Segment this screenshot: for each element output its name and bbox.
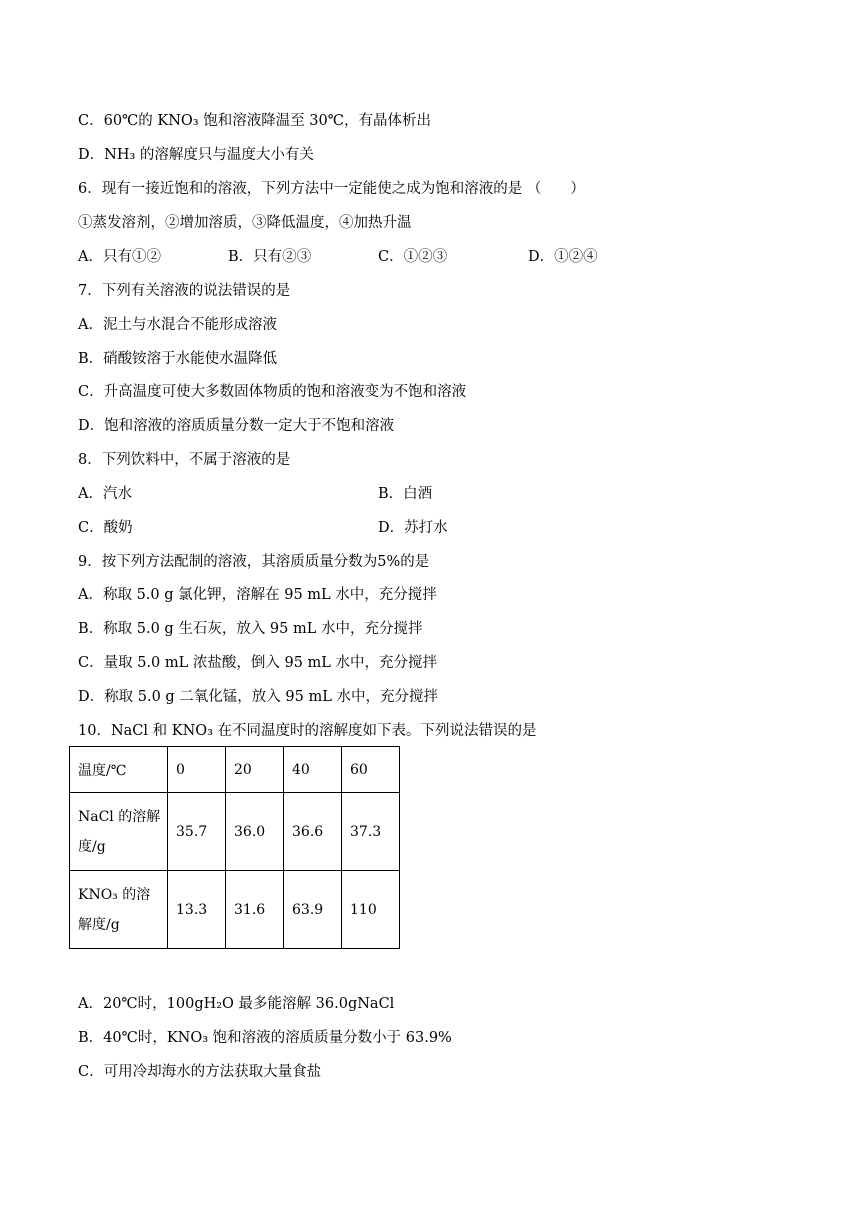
q9-option-c: C．量取 5.0 mL 浓盐酸，倒入 95 mL 水中，充分搅拌 (78, 655, 438, 671)
q8-option-a: A．汽水 (78, 486, 132, 502)
q7-stem: 7．下列有关溶液的说法错误的是 (78, 283, 291, 299)
q6-option-d: D．①②④ (528, 249, 598, 265)
q8-option-b: B．白酒 (378, 486, 433, 502)
q5-option-d: D．NH₃ 的溶解度只与温度大小有关 (78, 147, 314, 163)
q9-option-d: D．称取 5.0 g 二氧化锰，放入 95 mL 水中，充分搅拌 (78, 689, 438, 705)
table-cell: 37.3 (342, 793, 400, 871)
q5-option-c: C．60℃的 KNO₃ 饱和溶液降温至 30℃，有晶体析出 (78, 113, 431, 129)
table-cell: 110 (342, 871, 400, 949)
q8-option-d: D．苏打水 (378, 520, 448, 536)
table-row-label: KNO₃ 的溶 解度/g (70, 871, 168, 949)
q6-stem: 6．现有一接近饱和的溶液，下列方法中一定能使之成为饱和溶液的是 （ ） (78, 181, 585, 197)
q9-option-b: B．称取 5.0 g 生石灰，放入 95 mL 水中，充分搅拌 (78, 621, 423, 637)
q10-option-c: C．可用冷却海水的方法获取大量食盐 (78, 1064, 322, 1080)
table-row (70, 871, 400, 949)
table-cell: 20 (226, 747, 284, 793)
table-cell: 36.6 (284, 793, 342, 871)
q6-methods: ①蒸发溶剂，②增加溶质，③降低温度，④加热升温 (78, 215, 412, 231)
table-row (70, 793, 400, 871)
q6-option-c: C．①②③ (378, 249, 448, 265)
table-cell: 35.7 (168, 793, 226, 871)
table-row-label: NaCl 的溶解 度/g (70, 793, 168, 871)
q9-stem: 9．按下列方法配制的溶液，其溶质质量分数为5%的是 (78, 554, 430, 570)
q10-option-b: B．40℃时，KNO₃ 饱和溶液的溶质质量分数小于 63.9% (78, 1030, 452, 1046)
table-cell: 13.3 (168, 871, 226, 949)
table-cell: 63.9 (284, 871, 342, 949)
q7-option-d: D．饱和溶液的溶质质量分数一定大于不饱和溶液 (78, 418, 395, 434)
q10-option-a: A．20℃时，100gH₂O 最多能溶解 36.0gNaCl (78, 996, 395, 1012)
table-cell: 36.0 (226, 793, 284, 871)
solubility-table (69, 746, 400, 949)
q6-option-b: B．只有②③ (228, 249, 312, 265)
q8-option-c: C．酸奶 (78, 520, 133, 536)
q9-option-a: A．称取 5.0 g 氯化钾，溶解在 95 mL 水中，充分搅拌 (78, 587, 437, 603)
table-cell: 31.6 (226, 871, 284, 949)
q7-option-c: C．升高温度可使大多数固体物质的饱和溶液变为不饱和溶液 (78, 384, 467, 400)
q8-stem: 8．下列饮料中，不属于溶液的是 (78, 452, 291, 468)
table-cell: 40 (284, 747, 342, 793)
q10-stem: 10．NaCl 和 KNO₃ 在不同温度时的溶解度如下表。下列说法错误的是 (78, 723, 537, 739)
q7-option-a: A．泥土与水混合不能形成溶液 (78, 317, 277, 333)
q6-option-a: A．只有①② (78, 249, 161, 265)
table-cell: 0 (168, 747, 226, 793)
table-cell: 温度/℃ (70, 747, 168, 793)
q7-option-b: B．硝酸铵溶于水能使水温降低 (78, 351, 278, 367)
table-row (70, 747, 400, 793)
table-cell: 60 (342, 747, 400, 793)
